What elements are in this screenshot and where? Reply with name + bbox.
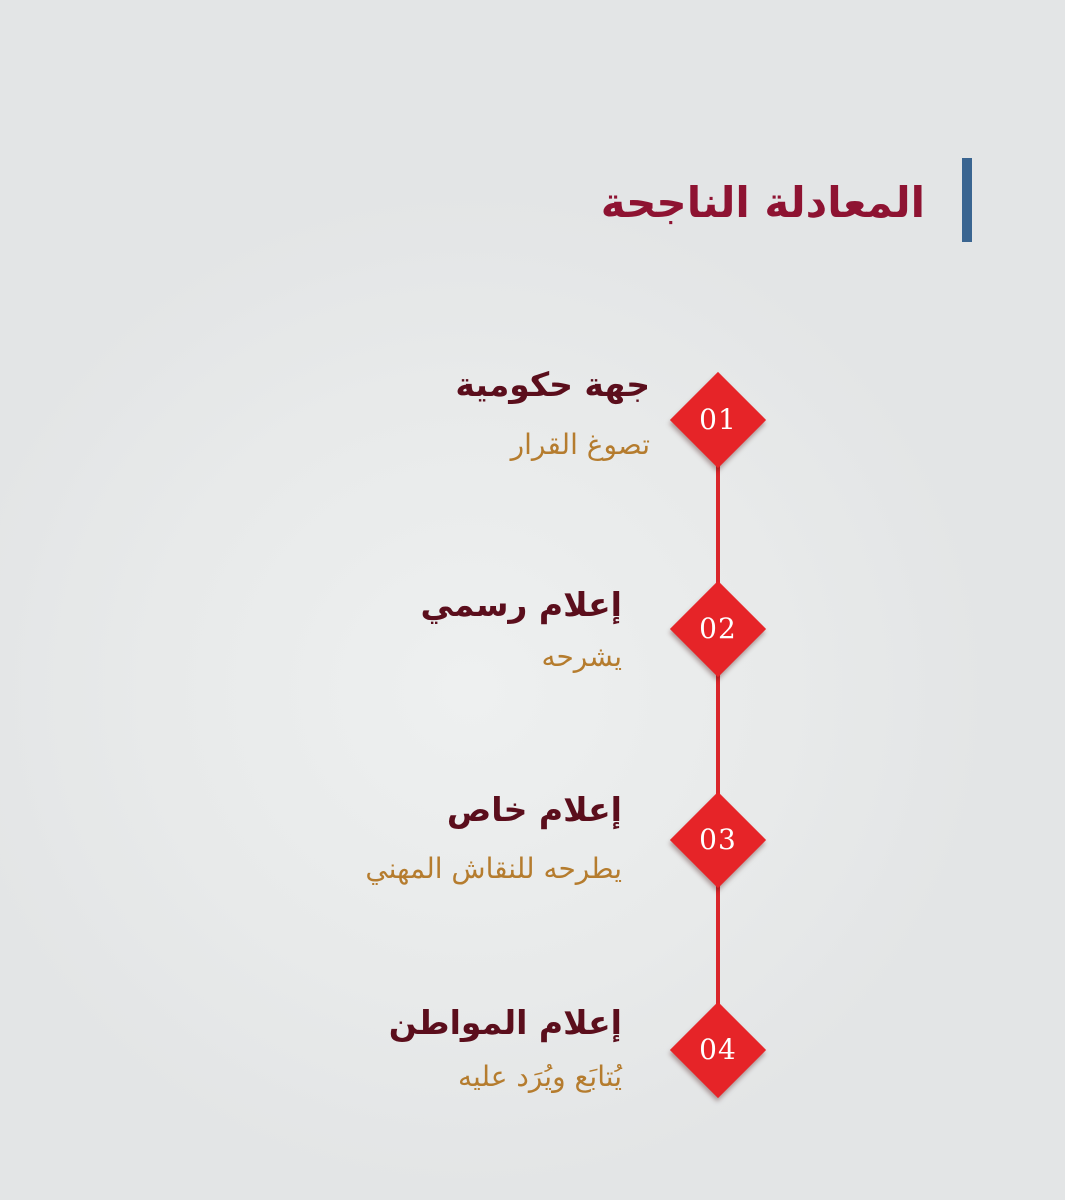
step-4-number: 04 [699,1033,737,1066]
step-1-number: 01 [699,403,737,436]
title-accent-bar [962,158,972,242]
step-3-title: إعلام خاص [446,790,622,829]
page-title: المعادلة الناجحة [600,178,925,227]
step-3-number: 03 [699,823,737,856]
step-2-description: يشرحه [541,640,622,673]
step-4-description: يُتابَع ويُرَد عليه [458,1060,622,1093]
step-1-description: تصوغ القرار [510,428,650,461]
step-3-description: يطرحه للنقاش المهني [365,852,622,885]
step-2-title: إعلام رسمي [420,585,622,624]
step-2-number: 02 [699,612,737,645]
step-1-title: جهة حكومية [455,365,650,404]
step-4-title: إعلام المواطن [388,1003,622,1042]
timeline-line [716,440,720,1060]
